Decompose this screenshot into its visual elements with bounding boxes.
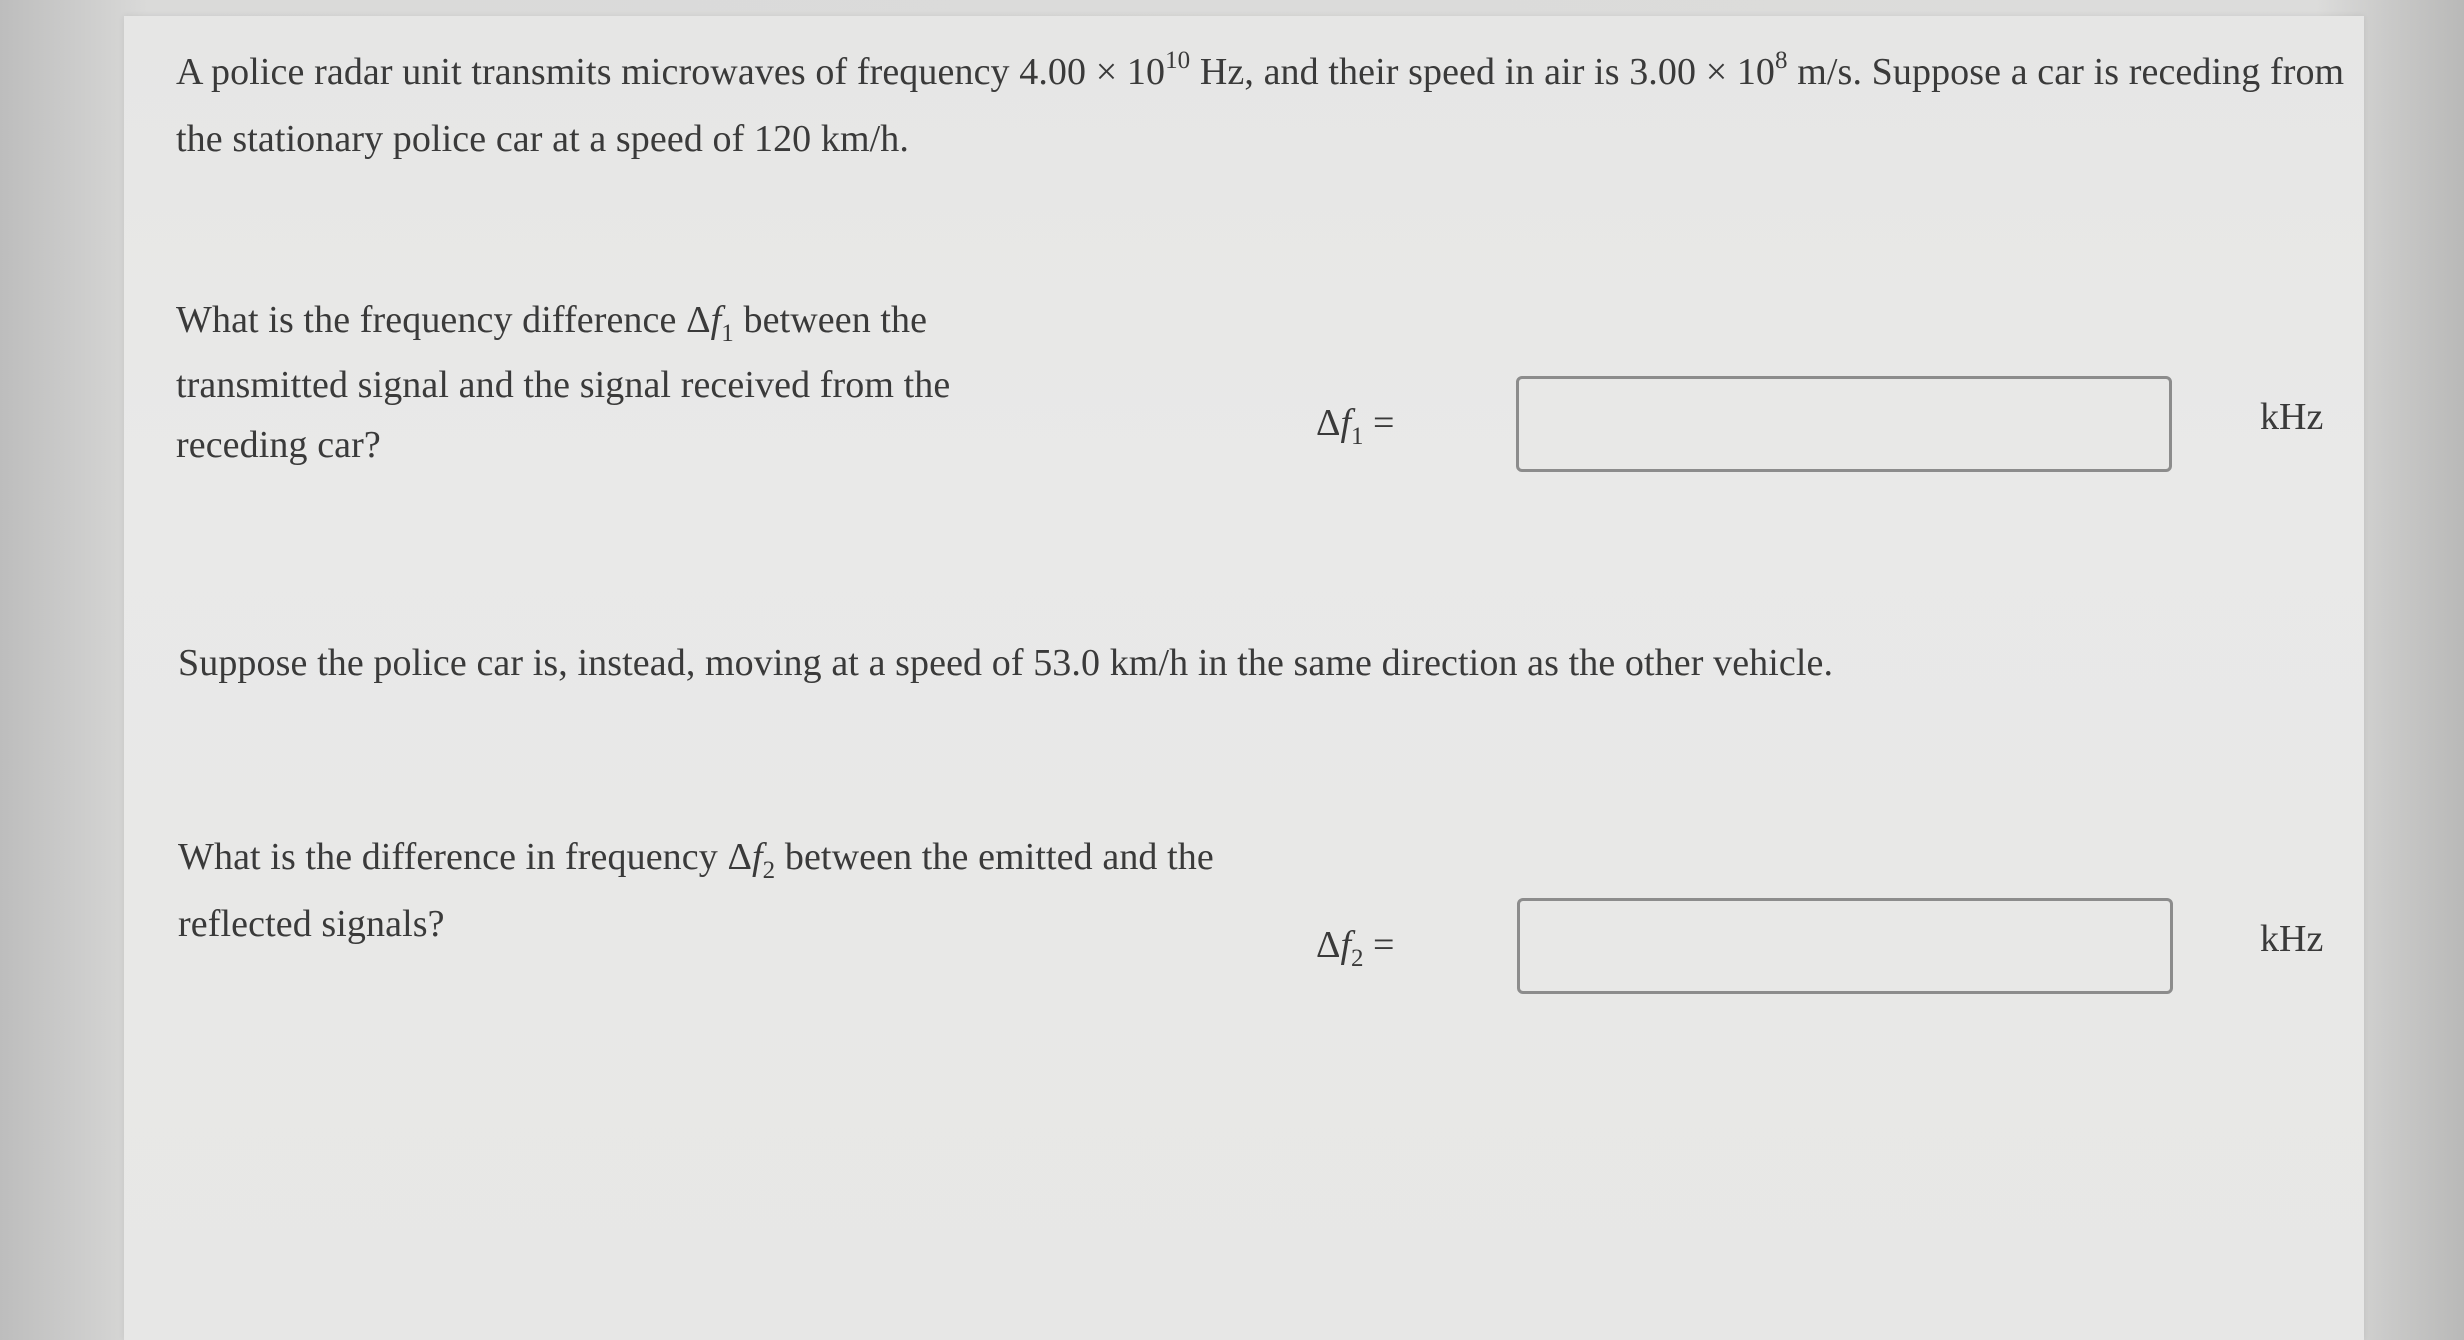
question-1-text (176, 290, 1056, 475)
question-1-subscript: 1 (721, 320, 734, 347)
delta-f1-equals: = (1363, 402, 1395, 444)
delta-f2-subscript: 2 (1351, 945, 1364, 972)
question-2-subscript: 2 (762, 857, 776, 884)
delta-f2-f: f (1340, 924, 1351, 966)
scenario-2-text: Suppose the police car is, instead, moving at a speed of 53.0 km/h in the same direction as the other vehicle. (178, 642, 1834, 684)
question-2-delta-symbol: Δ (727, 836, 752, 878)
intro-text-part2: Hz, and their speed in air is 3.00 × 10 (1190, 51, 1776, 93)
delta-f2-label (1316, 920, 1394, 975)
intro-exponent-2: 8 (1775, 47, 1788, 74)
delta-f2-delta: Δ (1316, 924, 1341, 966)
delta-f2-answer-input[interactable] (1517, 898, 2173, 994)
question-1-delta-symbol: Δ (686, 299, 711, 341)
problem-intro-text (176, 41, 2356, 170)
delta-f1-unit: kHz (2260, 396, 2324, 438)
question-2-text-before: What is the difference in frequency (178, 836, 728, 878)
question-2-f-symbol: f (751, 836, 763, 878)
problem-panel (124, 16, 2364, 1340)
question-1-text-after: between the transmitted signal and the signal received from the receding car? (176, 299, 951, 466)
question-2-text (178, 826, 1298, 955)
delta-f2-unit: kHz (2260, 918, 2324, 960)
delta-f1-f: f (1340, 402, 1351, 444)
question-1-f-symbol: f (710, 299, 722, 341)
delta-f1-answer-input[interactable] (1516, 376, 2172, 472)
question-2-text-after: between the emitted and the reflected signals? (178, 836, 1214, 945)
delta-f1-subscript: 1 (1351, 423, 1364, 450)
question-1-text-before: What is the frequency difference (176, 299, 687, 341)
delta-f2-equals: = (1363, 924, 1395, 966)
intro-text-part3: m/s. Suppose a car is receding from the stationary police car at a speed of 120 km/h. (176, 51, 2345, 160)
intro-exponent-1: 10 (1165, 47, 1191, 74)
intro-text-part1: A police radar unit transmits microwaves of frequency 4.00 × 10 (176, 51, 1166, 93)
delta-f1-delta: Δ (1316, 402, 1341, 444)
delta-f1-label (1316, 398, 1394, 453)
